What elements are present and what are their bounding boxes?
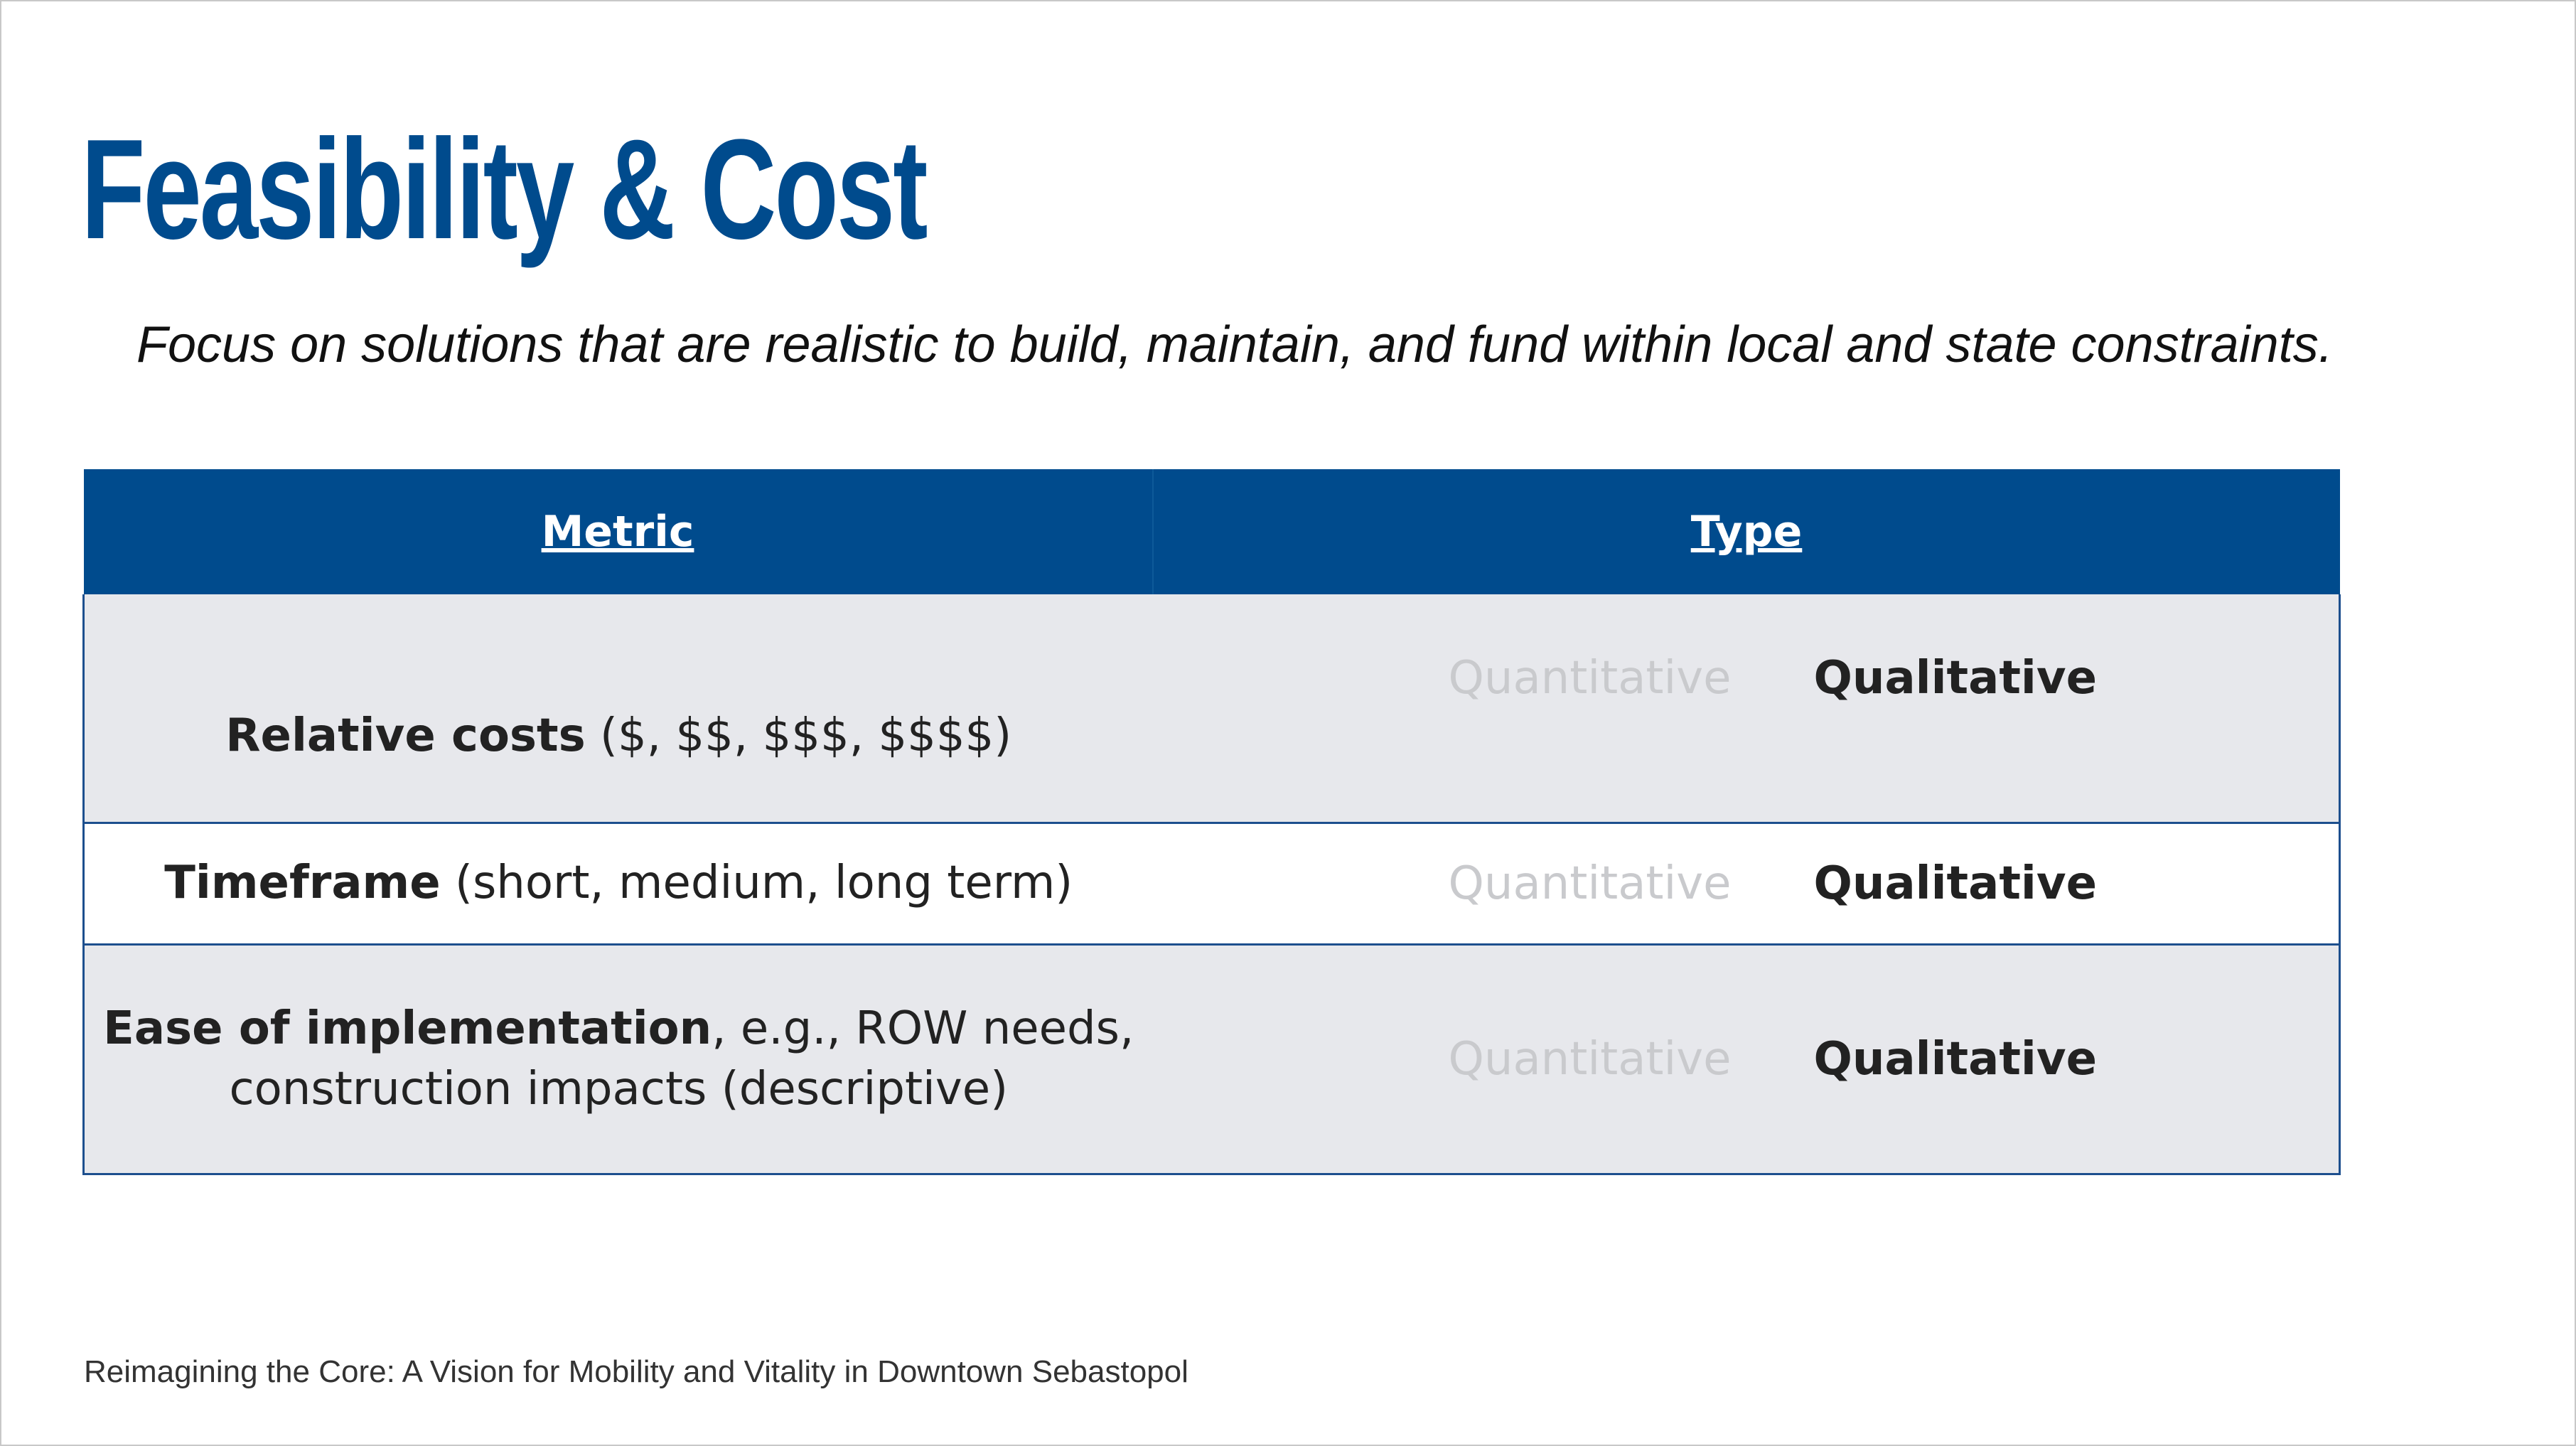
header-metric: Metric — [84, 469, 1153, 594]
type-option-qualitative-selected: Qualitative — [1813, 857, 2097, 910]
table-row — [84, 823, 2340, 945]
slide-subtitle: Focus on solutions that are realistic to build, maintain, and fund within local and state constraints. — [136, 316, 2333, 373]
type-option-quantitative: Quantitative — [1448, 857, 1732, 910]
type-cell — [1153, 823, 2340, 945]
slide-title: Feasibility & Cost — [81, 110, 926, 269]
type-option-quantitative: Quantitative — [1448, 1033, 1732, 1086]
metric-detail: (short, medium, long term) — [440, 857, 1073, 910]
type-option-qualitative-selected: Qualitative — [1813, 1033, 2097, 1086]
metric-detail: , e.g., ROW needs, — [712, 1002, 1134, 1055]
metric-cell — [84, 945, 1153, 1174]
metric-name: Relative costs — [225, 709, 586, 763]
metric-name: Timeframe — [164, 857, 441, 910]
metric-name: Ease of implementation — [103, 1002, 712, 1055]
metric-detail-line2: construction impacts (descriptive) — [229, 1063, 1009, 1115]
table-row — [84, 945, 2340, 1174]
metric-detail: ($, $$, $$$, $$$$) — [585, 709, 1012, 763]
table-header-row — [84, 469, 2340, 594]
header-type: Type — [1153, 469, 2340, 594]
type-cell — [1153, 594, 2340, 823]
metric-cell — [84, 594, 1153, 823]
metrics-table — [82, 469, 2341, 1175]
table-row — [84, 594, 2340, 823]
slide-footer: Reimagining the Core: A Vision for Mobility and Vitality in Downtown Sebastopol — [84, 1354, 1188, 1389]
type-cell — [1153, 945, 2340, 1174]
metric-cell — [84, 823, 1153, 945]
type-option-quantitative: Quantitative — [1448, 652, 1732, 705]
type-option-qualitative-selected: Qualitative — [1813, 652, 2097, 705]
